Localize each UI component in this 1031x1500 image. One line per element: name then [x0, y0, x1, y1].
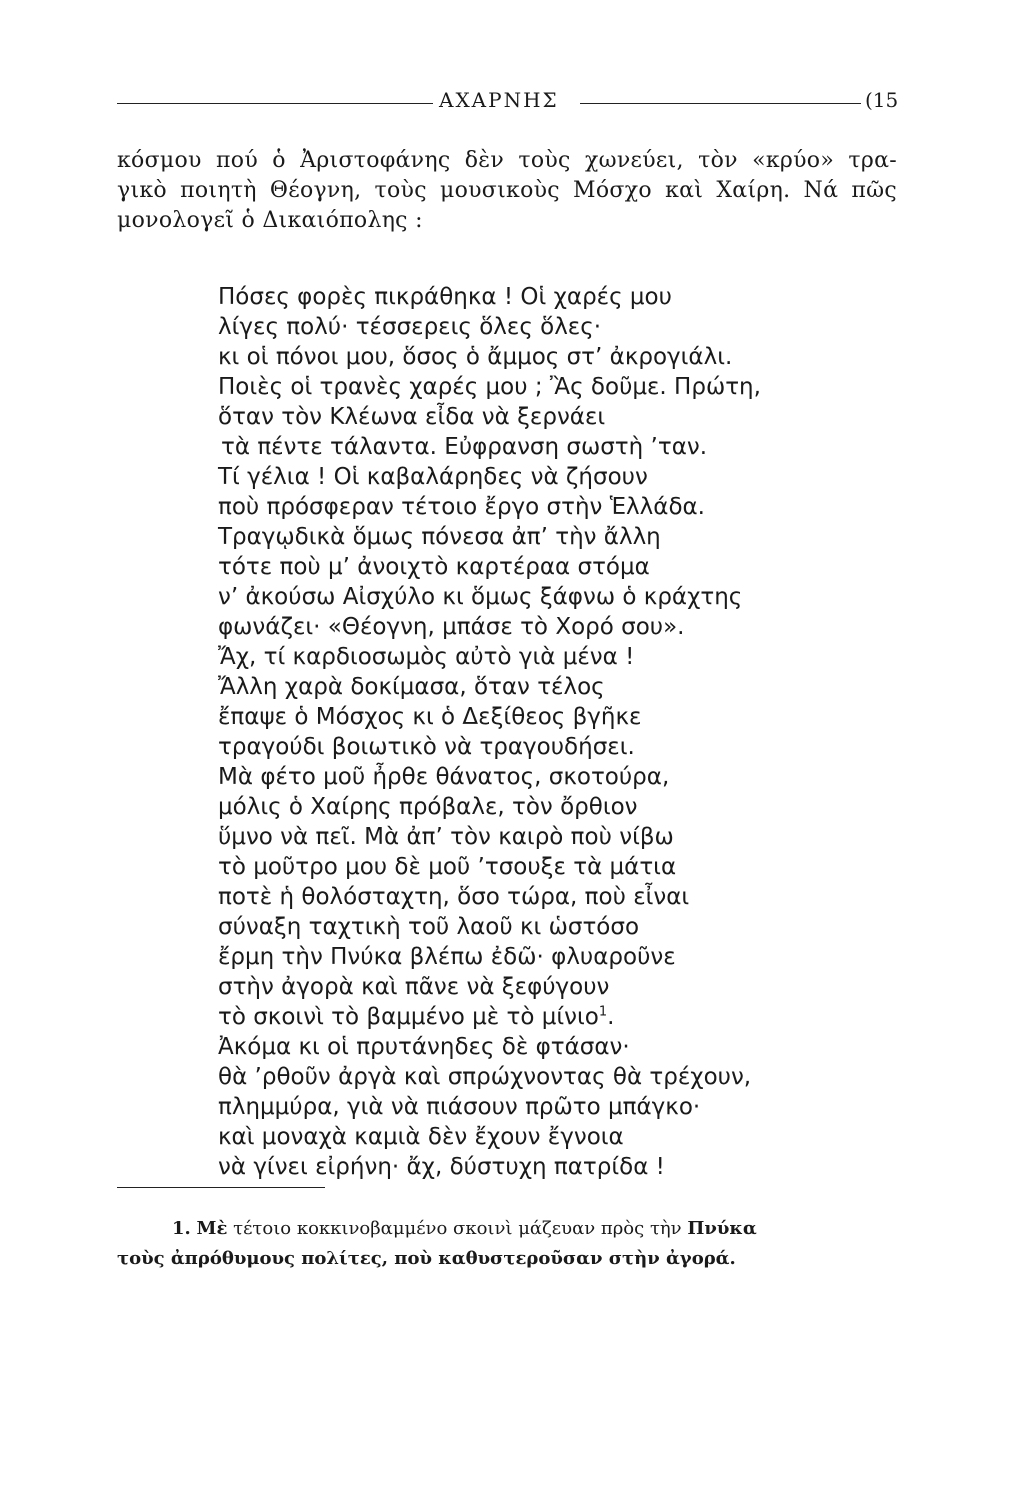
- poem-line: ἔπαψε ὁ Μόσχος κι ὁ Δεξίθεος βγῆκε: [218, 704, 642, 730]
- poem-line: φωνάζει· «Θέογνη, μπάσε τὸ Χορό σου».: [218, 614, 685, 640]
- poem-line: ἔρμη τὴν Πνύκα βλέπω ἐδῶ· φλυαροῦνε: [218, 944, 676, 970]
- prose-line: γικὸ ποιητὴ Θέογνη, τοὺς μουσικοὺς Μόσχο καὶ Χαίρη. Νά πῶς: [117, 178, 897, 203]
- header-rule-right: [580, 103, 861, 104]
- poem-line: Μὰ φέτο μοῦ ἦρθε θάνατος, σκοτούρα,: [218, 764, 670, 790]
- poem-line: Τί γέλια ! Οἱ καβαλάρηδες νὰ ζήσουν: [218, 464, 648, 490]
- poem-line: τραγούδι βοιωτικὸ νὰ τραγουδήσει.: [218, 734, 635, 760]
- footnote-reference: 1: [598, 1004, 608, 1020]
- prose-line: κόσμου πού ὁ Ἀριστοφάνης δὲν τοὺς χωνεύει, τὸν «κρύο» τρα-: [117, 148, 897, 173]
- poem-line: Ἄλλη χαρὰ δοκίμασα, ὅταν τέλος: [218, 674, 605, 700]
- poem-line: κι οἱ πόνοι μου, ὅσος ὁ ἄμμος στ’ ἀκρογιάλι.: [218, 344, 733, 370]
- page-header: [117, 84, 899, 116]
- poem-line: ν’ ἀκούσω Αἰσχύλο κι ὅμως ξάφνω ὁ κράχτης: [218, 584, 743, 610]
- footnote-line: τοὺς ἀπρόθυμους πολίτες, ποὺ καθυστεροῦσαν στὴν ἀγορά.: [117, 1248, 736, 1269]
- poem-line: μόλις ὁ Χαίρης πρόβαλε, τὸν ὄρθιον: [218, 794, 638, 820]
- poem-line-with-note: [218, 1002, 858, 1032]
- poem-line: Ποιὲς οἱ τρανὲς χαρές μου ; Ἂς δοῦμε. Πρώτη,: [218, 374, 761, 400]
- footnote-line: [117, 1214, 895, 1244]
- header-rule-left: [117, 103, 433, 104]
- page-number: (15: [865, 88, 899, 112]
- poem-line: πλημμύρα, γιὰ νὰ πιάσουν πρῶτο μπάγκο·: [218, 1094, 701, 1120]
- poem-line: νὰ γίνει εἰρήνη· ἄχ, δύστυχη πατρίδα !: [218, 1154, 665, 1180]
- footnote: [117, 1214, 895, 1274]
- poem-line: σύναξη ταχτικὴ τοῦ λαοῦ κι ὡστόσο: [218, 914, 640, 940]
- footnote-ref-punct: .: [607, 1004, 615, 1030]
- poem-block: [218, 282, 858, 1182]
- poem-line: ὕμνο νὰ πεῖ. Μὰ ἀπ’ τὸν καιρὸ ποὺ νίβω: [218, 824, 674, 850]
- poem-line: τὰ πέντε τάλαντα. Εὐφρανση σωστὴ ’ταν.: [221, 434, 708, 460]
- poem-line: ποτὲ ἡ θολόσταχτη, ὅσο τώρα, ποὺ εἶναι: [218, 884, 690, 910]
- poem-line: τότε ποὺ μ’ ἀνοιχτὸ καρτέραα στόμα: [218, 554, 650, 580]
- footnote-text-bold: Μὲ: [196, 1218, 228, 1239]
- footnote-number: 1.: [172, 1218, 191, 1239]
- poem-line: στὴν ἀγορὰ καὶ πᾶνε νὰ ξεφύγουν: [218, 974, 610, 1000]
- poem-line: Ἄχ, τί καρδιοσωμὸς αὐτὸ γιὰ μένα !: [218, 644, 635, 670]
- poem-line: καὶ μοναχὰ καμιὰ δὲν ἔχουν ἔγνοια: [218, 1124, 624, 1150]
- footnote-separator: [117, 1187, 325, 1188]
- prose-paragraph: [117, 146, 897, 236]
- poem-line: ποὺ πρόσφεραν τέτοιο ἔργο στὴν Ἑλλάδα.: [218, 494, 705, 520]
- poem-line: Ἀκόμα κι οἱ πρυτάνηδες δὲ φτάσαν·: [218, 1034, 630, 1060]
- footnote-text-bold: Πνύκα: [687, 1218, 757, 1239]
- poem-line: τὸ μοῦτρο μου δὲ μοῦ ’τσουξε τὰ μάτια: [218, 854, 677, 880]
- poem-line-text: τὸ σκοινὶ τὸ βαμμένο μὲ τὸ μίνιο: [218, 1004, 599, 1030]
- prose-line: μονολογεῖ ὁ Δικαιόπολης :: [117, 208, 423, 233]
- running-title: ΑΧΑΡΝΗΣ: [439, 88, 559, 112]
- footnote-text: τέτοιο κοκκινοβαμμένο σκοινὶ μάζευαν πρὸς τὴν: [233, 1218, 682, 1239]
- poem-line: Τραγῳδικὰ ὅμως πόνεσα ἀπ’ τὴν ἄλλη: [218, 524, 661, 550]
- poem-line: Πόσες φορὲς πικράθηκα ! Οἱ χαρές μου: [218, 284, 672, 310]
- poem-line: λίγες πολύ· τέσσερεις ὅλες ὅλες·: [218, 314, 602, 340]
- poem-line: ὅταν τὸν Κλέωνα εἶδα νὰ ξερνάει: [218, 404, 606, 430]
- poem-line: θὰ ’ρθοῦν ἀργὰ καὶ σπρώχνοντας θὰ τρέχουν,: [218, 1064, 752, 1090]
